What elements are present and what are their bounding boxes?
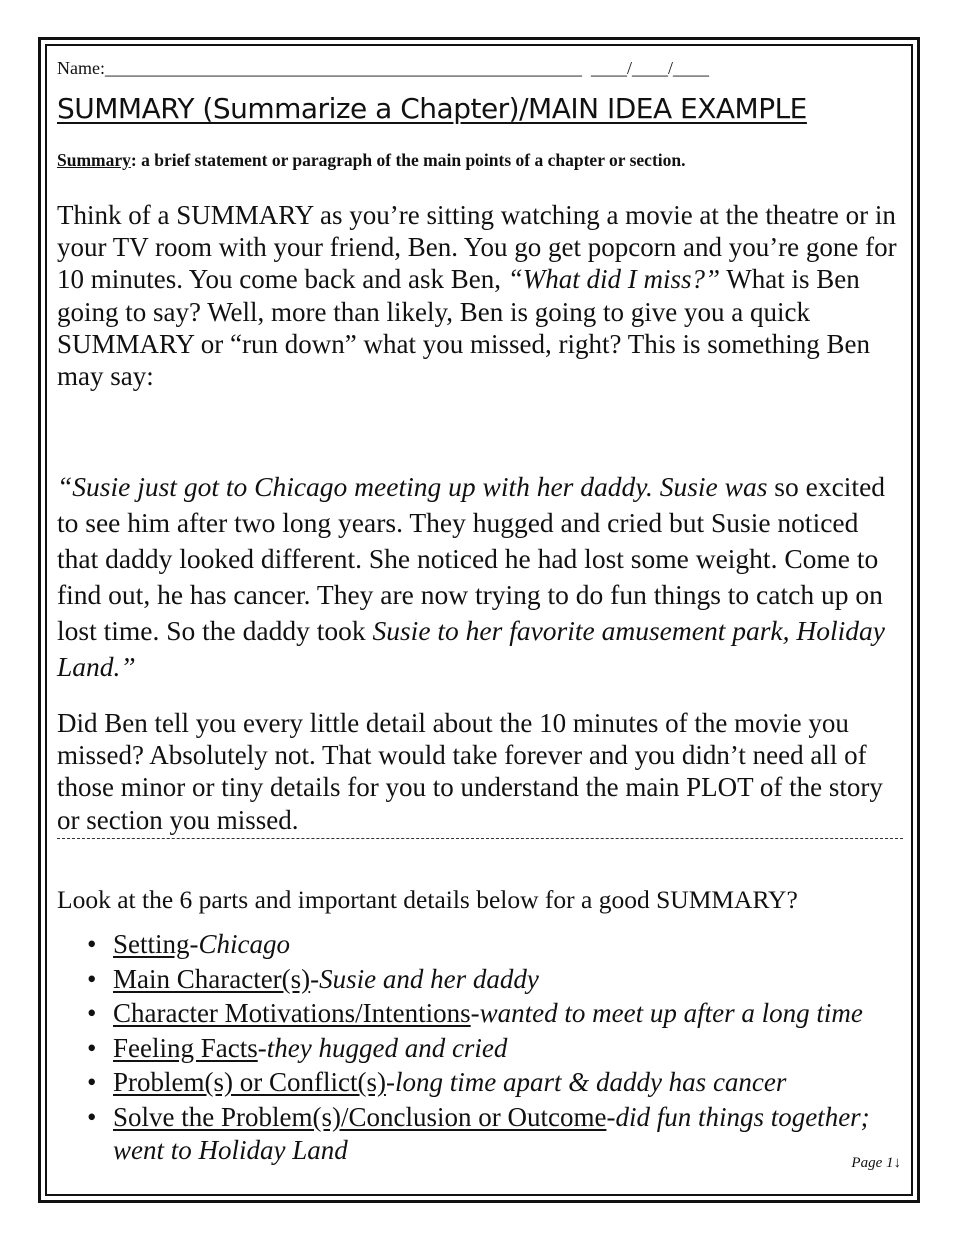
- name-date-line[interactable]: Name:_____________________________________________________ ____/____/____: [57, 58, 709, 78]
- definition-text: : a brief statement or paragraph of the main points of a chapter or section.: [130, 150, 686, 170]
- definition-term: Summary: [57, 150, 131, 170]
- part-detail: Susie and her daddy: [319, 963, 539, 994]
- part-label: Solve the Problem(s)/Conclusion or Outcome: [113, 1101, 607, 1132]
- list-intro: Look at the 6 parts and important details below for a good SUMMARY?: [57, 885, 798, 914]
- intro-paragraph: [57, 199, 903, 392]
- list-item-main-characters: • Main Character(s)-Susie and her daddy: [57, 963, 903, 996]
- list-item-motivations: • Character Motivations/Intentions-wanted to meet up after a long time: [57, 997, 903, 1030]
- part-detail: Chicago: [198, 929, 291, 959]
- summary-parts-list: [57, 928, 903, 1168]
- summary-definition: [57, 150, 903, 171]
- intro-text-1: Think of a SUMMARY as you’re sitting watching a movie at the theatre or in your TV room with your friend, Ben. You go get popcorn and you’re gone for 10 minutes. You come back and ask Ben,: [57, 200, 897, 295]
- part-detail: did fun things together; went to Holiday Land: [113, 1101, 870, 1165]
- quote-end: Susie to her favorite amusement park, Holiday Land.”: [57, 615, 885, 682]
- part-label: Main Character(s): [113, 963, 311, 994]
- part-label: Setting: [113, 929, 190, 959]
- page-title: SUMMARY (Summarize a Chapter)/MAIN IDEA EXAMPLE: [57, 92, 807, 125]
- page-number: Page 1↓: [851, 1155, 901, 1171]
- part-label: Feeling Facts: [113, 1032, 258, 1063]
- intro-text-2: What is Ben going to say? Well, more than likely, Ben is going to give you a quick SUMMARY or “run down” what you missed, right? This is something Ben may say:: [57, 264, 870, 392]
- explanation-paragraph: Did Ben tell you every little detail about the 10 minutes of the movie you missed? Absolutely not. That would take forever and you didn’t need all of those minor or tiny details for you to understand the main PLOT of the story or section you missed.: [57, 708, 883, 835]
- part-label: Character Motivations/Intentions: [113, 998, 471, 1028]
- list-item-problems: • Problem(s) or Conflict(s)-long time apart & daddy has cancer: [57, 1066, 903, 1099]
- quote-middle: so excited to see him after two long years. They hugged and cried but Susie noticed that daddy looked different. She noticed he had lost some weight. Come to find out, he has cancer. They are now trying to do fun things to catch up on lost time. So the daddy took: [57, 471, 886, 646]
- intro-question: “What did I miss?”: [507, 264, 720, 295]
- part-label: Problem(s) or Conflict(s): [113, 1067, 386, 1097]
- dashed-divider: [57, 838, 903, 839]
- list-item-solution: • Solve the Problem(s)/Conclusion or Outcome-did fun things together; went to Holiday Land: [57, 1101, 903, 1167]
- quote-start: “Susie just got to Chicago meeting up with her daddy. Susie was: [57, 471, 768, 502]
- ben-quote: [57, 469, 903, 685]
- list-item-feeling-facts: • Feeling Facts-they hugged and cried: [57, 1032, 903, 1065]
- part-detail: wanted to meet up after a long time: [479, 998, 863, 1028]
- part-detail: long time apart & daddy has cancer: [394, 1067, 787, 1097]
- part-detail: they hugged and cried: [266, 1032, 508, 1063]
- list-item-setting: • Setting-Chicago: [57, 928, 903, 961]
